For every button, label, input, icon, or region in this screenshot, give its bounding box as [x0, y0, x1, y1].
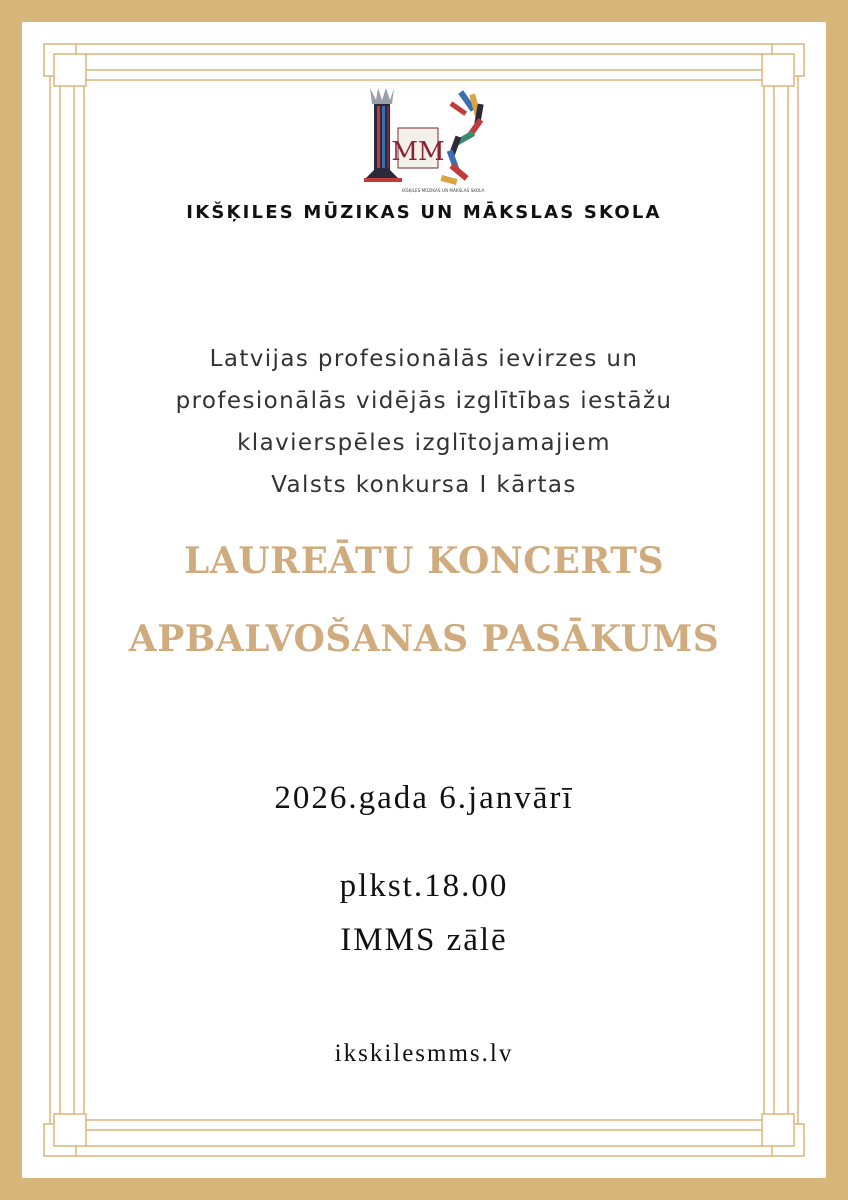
event-date: 2026.gada 6.janvārī — [274, 780, 574, 816]
school-logo-icon — [362, 80, 502, 200]
event-description — [22, 338, 826, 506]
website-link[interactable]: ikskilesmms.lv — [334, 1040, 514, 1067]
poster — [22, 22, 826, 1178]
intro-line: Latvijas profesionālās ievirzes un — [209, 346, 639, 372]
intro-line: Valsts konkursa I kārtas — [271, 472, 577, 498]
headline-concert: LAUREĀTU KONCERTS — [184, 540, 664, 582]
event-time: plkst.18.00 — [339, 868, 509, 904]
event-venue: IMMS zālē — [340, 922, 508, 958]
school-name: IKŠĶILES MŪZIKAS UN MĀKSLAS SKOLA — [186, 202, 662, 223]
school-logo — [362, 80, 502, 200]
logo-letters: MM — [391, 137, 445, 167]
logo-caption: IKŠĶILES MŪZIKAS UN MĀKSLAS SKOLA — [402, 188, 485, 193]
intro-line: klavierspēles izglītojamajiem — [237, 430, 611, 456]
intro-line: profesionālās vidējās izglītības iestāžu — [175, 388, 673, 414]
headline-ceremony: APBALVOŠANAS PASĀKUMS — [128, 618, 720, 660]
